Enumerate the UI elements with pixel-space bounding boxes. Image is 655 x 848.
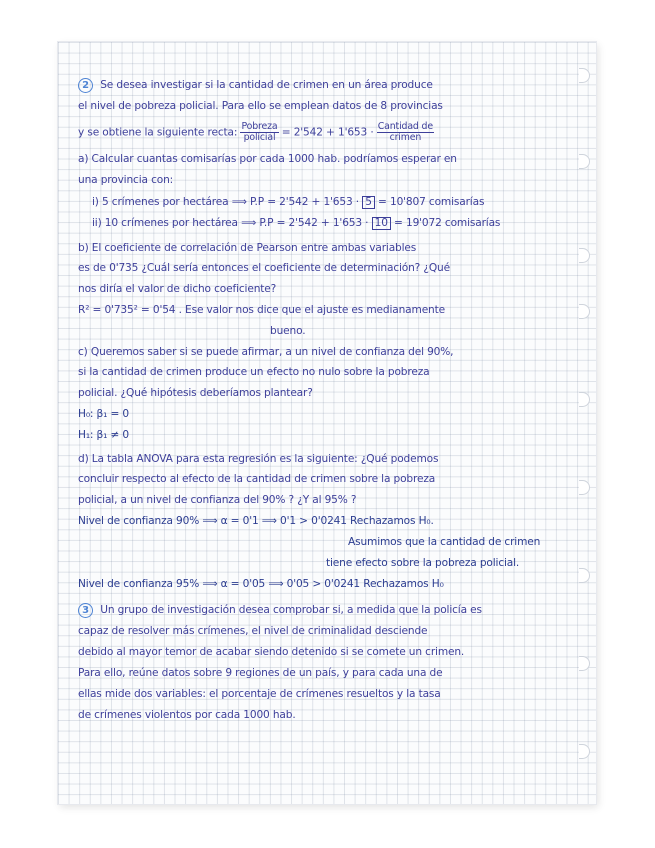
part-a-ii-boxed-value: 10 <box>372 217 391 230</box>
part-d-90-line: Nivel de confianza 90% ⟹ α = 0'1 ⟹ 0'1 > 0'0241 Rechazamos H₀. <box>78 515 434 527</box>
part-a-i <box>92 195 570 209</box>
eq-rhs-bottom: crimen <box>389 132 422 143</box>
part-b-title: b) El coeficiente de correlación de Pearson entre ambas variables <box>78 242 417 254</box>
part-a-i-result: = 10'807 comisarías <box>378 196 485 208</box>
q2-intro-text-1: Se desea investigar si la cantidad de crimen en un área produce <box>100 79 433 91</box>
q3-line-5: ellas mide dos variables: el porcentaje de crímenes resueltos y la tasa <box>78 688 441 700</box>
notebook-page <box>58 42 596 804</box>
hypothesis-h0: H₀: β₁ = 0 <box>78 408 130 420</box>
part-a-ii <box>92 216 570 230</box>
q3-line-4: Para ello, reúne datos sobre 9 regiones de un país, y para cada una de <box>78 667 443 679</box>
ring-hole <box>579 568 590 583</box>
part-b-title-2: es de 0'735 ¿Cuál sería entonces el coeficiente de determinación? ¿Qué <box>78 262 450 274</box>
ring-hole <box>579 248 590 263</box>
q2-intro-line-3 <box>78 122 570 143</box>
q3-line-6: de crímenes violentos por cada 1000 hab. <box>78 709 296 721</box>
part-c-title-3: policial. ¿Qué hipótesis deberíamos plantear? <box>78 387 313 399</box>
part-d-title-3: policial, a un nivel de confianza del 90% ? ¿Y al 95% ? <box>78 494 357 506</box>
part-a-i-boxed-value: 5 <box>362 196 375 209</box>
q3-line-2: capaz de resolver más crímenes, el nivel de criminalidad desciende <box>78 625 428 637</box>
part-d-title-2: concluir respecto al efecto de la cantidad de crimen sobre la pobreza <box>78 473 436 485</box>
part-b-title-3: nos diría el valor de dicho coeficiente? <box>78 283 277 295</box>
question-number-3: 3 <box>78 603 93 618</box>
ring-hole <box>579 480 590 495</box>
hypothesis-h1: H₁: β₁ ≠ 0 <box>78 429 130 441</box>
eq-lhs-fraction <box>240 122 278 143</box>
q3-line-3: debido al mayor temor de acabar siendo detenido si se comete un crimen. <box>78 646 465 658</box>
eq-mid: = 2'542 + 1'653 · <box>281 126 374 139</box>
part-a-title: a) Calcular cuantas comisarías por cada 1000 hab. podríamos esperar en <box>78 153 457 165</box>
ring-hole <box>579 656 590 671</box>
ring-hole <box>579 68 590 83</box>
part-d-95-line: Nivel de confianza 95% ⟹ α = 0'05 ⟹ 0'05 > 0'0241 Rechazamos H₀ <box>78 578 444 590</box>
q3-text-1: Un grupo de investigación desea comprobar si, a medida que la policía es <box>100 604 482 616</box>
part-a-ii-result: = 19'072 comisarías <box>394 217 501 229</box>
page-margin-holes <box>576 42 590 804</box>
ring-hole <box>579 392 590 407</box>
question-number-2: 2 <box>78 78 93 93</box>
part-b-answer-2: bueno. <box>270 325 306 337</box>
part-a-title-2: una provincia con: <box>78 174 174 186</box>
ring-hole <box>579 744 590 759</box>
part-d-90-conclusion-2: tiene efecto sobre la pobreza policial. <box>326 557 520 569</box>
ring-hole <box>579 154 590 169</box>
part-a-ii-label: ii) 10 crímenes por hectárea ⟹ P.P = 2'542 + 1'653 · <box>92 217 369 229</box>
q2-intro-text-3: y se obtiene la siguiente recta: <box>78 126 238 139</box>
part-a-i-label: i) 5 crímenes por hectárea ⟹ P.P = 2'542 + 1'653 · <box>92 196 360 208</box>
ring-hole <box>579 304 590 319</box>
part-c-title-2: si la cantidad de crimen produce un efecto no nulo sobre la pobreza <box>78 366 430 378</box>
q2-intro-line-2: el nivel de pobreza policial. Para ello se emplean datos de 8 provincias <box>78 100 443 112</box>
part-d-title: d) La tabla ANOVA para esta regresión es la siguiente: ¿Qué podemos <box>78 453 439 465</box>
q2-intro-line-1 <box>78 78 570 93</box>
q3-line-1 <box>78 603 570 618</box>
eq-lhs-top: Pobreza <box>241 121 278 132</box>
part-c-title: c) Queremos saber si se puede afirmar, a un nivel de confianza del 90%, <box>78 346 454 358</box>
eq-rhs-top: Cantidad de <box>377 121 433 132</box>
eq-lhs-bottom: policial <box>243 132 276 143</box>
part-b-answer: R² = 0'735² = 0'54 . Ese valor nos dice que el ajuste es medianamente <box>78 304 445 316</box>
eq-rhs-fraction <box>377 122 434 143</box>
part-d-90-conclusion-1: Asumimos que la cantidad de crimen <box>348 536 541 548</box>
